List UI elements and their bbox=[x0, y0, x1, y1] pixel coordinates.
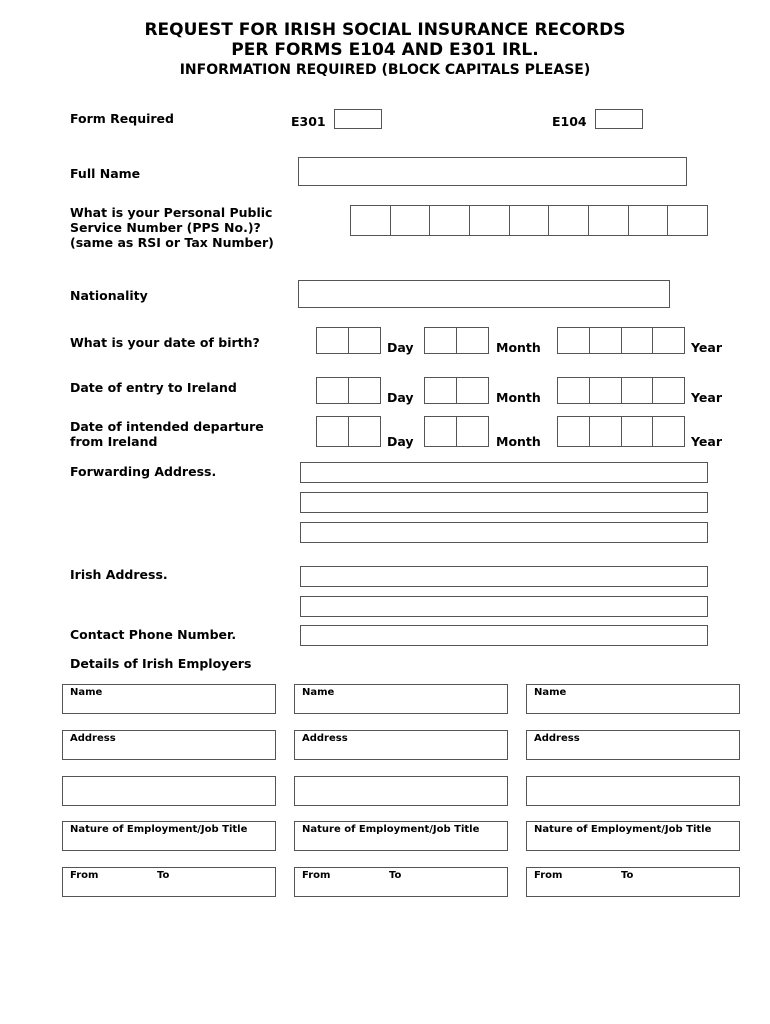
entry-day-field[interactable] bbox=[316, 377, 381, 404]
employer2-name-field[interactable] bbox=[294, 684, 508, 714]
employer1-nature-field[interactable] bbox=[62, 821, 276, 851]
departure-month-field[interactable] bbox=[424, 416, 489, 447]
departure-year-label: Year bbox=[691, 434, 722, 449]
phone-label: Contact Phone Number. bbox=[70, 627, 237, 642]
employer1-address-field[interactable] bbox=[62, 730, 276, 760]
irish-address-line1[interactable] bbox=[300, 566, 708, 587]
pps-cell[interactable] bbox=[549, 206, 589, 235]
e104-label: E104 bbox=[552, 114, 587, 129]
e301-checkbox[interactable] bbox=[334, 109, 382, 129]
employer2-dates-field[interactable] bbox=[294, 867, 508, 897]
forwarding-address-line2[interactable] bbox=[300, 492, 708, 513]
employer1-dates-field[interactable] bbox=[62, 867, 276, 897]
pps-label-line2: Service Number (PPS No.)? bbox=[70, 220, 261, 235]
employer1-address-field-2[interactable] bbox=[62, 776, 276, 806]
phone-field[interactable] bbox=[300, 625, 708, 646]
pps-label-line1: What is your Personal Public bbox=[70, 205, 273, 220]
dob-year-label: Year bbox=[691, 340, 722, 355]
employer1-address-label: Address bbox=[70, 733, 116, 744]
employer3-name-label: Name bbox=[534, 687, 567, 698]
employer3-address-field-2[interactable] bbox=[526, 776, 740, 806]
nationality-label: Nationality bbox=[70, 288, 148, 303]
irish-address-line2[interactable] bbox=[300, 596, 708, 617]
full-name-label: Full Name bbox=[70, 166, 141, 181]
employer3-from-label: From bbox=[534, 870, 563, 881]
employer1-nature-label: Nature of Employment/Job Title bbox=[70, 824, 248, 835]
employer2-from-label: From bbox=[302, 870, 331, 881]
pps-cell[interactable] bbox=[391, 206, 431, 235]
departure-month-label: Month bbox=[496, 434, 541, 449]
pps-cell[interactable] bbox=[351, 206, 391, 235]
e301-label: E301 bbox=[291, 114, 326, 129]
irish-address-label: Irish Address. bbox=[70, 567, 168, 582]
pps-cell[interactable] bbox=[589, 206, 629, 235]
forwarding-address-line3[interactable] bbox=[300, 522, 708, 543]
entry-date-label: Date of entry to Ireland bbox=[70, 380, 237, 395]
employer3-dates-field[interactable] bbox=[526, 867, 740, 897]
entry-month-label: Month bbox=[496, 390, 541, 405]
employer2-address-field[interactable] bbox=[294, 730, 508, 760]
pps-cell[interactable] bbox=[668, 206, 707, 235]
employer3-to-label: To bbox=[621, 870, 634, 881]
employer3-nature-field[interactable] bbox=[526, 821, 740, 851]
employer1-name-label: Name bbox=[70, 687, 103, 698]
employer1-from-label: From bbox=[70, 870, 99, 881]
pps-cell[interactable] bbox=[430, 206, 470, 235]
pps-cell[interactable] bbox=[510, 206, 550, 235]
dob-day-label: Day bbox=[387, 340, 414, 355]
employers-heading: Details of Irish Employers bbox=[70, 656, 252, 671]
dob-month-field[interactable] bbox=[424, 327, 489, 354]
dob-day-field[interactable] bbox=[316, 327, 381, 354]
employer2-to-label: To bbox=[389, 870, 402, 881]
full-name-field[interactable] bbox=[298, 157, 687, 186]
entry-year-field[interactable] bbox=[557, 377, 685, 404]
entry-day-label: Day bbox=[387, 390, 414, 405]
employer3-address-label: Address bbox=[534, 733, 580, 744]
employer2-address-field-2[interactable] bbox=[294, 776, 508, 806]
employer2-name-label: Name bbox=[302, 687, 335, 698]
nationality-field[interactable] bbox=[298, 280, 670, 308]
pps-cell[interactable] bbox=[629, 206, 669, 235]
departure-label-line2: from Ireland bbox=[70, 434, 158, 449]
departure-day-field[interactable] bbox=[316, 416, 381, 447]
employer2-nature-field[interactable] bbox=[294, 821, 508, 851]
pps-cell[interactable] bbox=[470, 206, 510, 235]
employer2-address-label: Address bbox=[302, 733, 348, 744]
pps-label-line3: (same as RSI or Tax Number) bbox=[70, 235, 274, 250]
departure-year-field[interactable] bbox=[557, 416, 685, 447]
employer2-nature-label: Nature of Employment/Job Title bbox=[302, 824, 480, 835]
forwarding-address-label: Forwarding Address. bbox=[70, 464, 217, 479]
employer3-address-field[interactable] bbox=[526, 730, 740, 760]
e104-checkbox[interactable] bbox=[595, 109, 643, 129]
departure-day-label: Day bbox=[387, 434, 414, 449]
employer1-name-field[interactable] bbox=[62, 684, 276, 714]
page-title-line2: PER FORMS E104 AND E301 IRL. bbox=[231, 40, 539, 60]
dob-month-label: Month bbox=[496, 340, 541, 355]
pps-number-field[interactable] bbox=[350, 205, 708, 236]
page-title-line1: REQUEST FOR IRISH SOCIAL INSURANCE RECORDS bbox=[144, 20, 626, 40]
employer3-nature-label: Nature of Employment/Job Title bbox=[534, 824, 712, 835]
employer3-name-field[interactable] bbox=[526, 684, 740, 714]
dob-year-field[interactable] bbox=[557, 327, 685, 354]
form-required-label: Form Required bbox=[70, 111, 174, 126]
forwarding-address-line1[interactable] bbox=[300, 462, 708, 483]
employer1-to-label: To bbox=[157, 870, 170, 881]
entry-year-label: Year bbox=[691, 390, 722, 405]
dob-label: What is your date of birth? bbox=[70, 335, 260, 350]
departure-label-line1: Date of intended departure bbox=[70, 419, 264, 434]
page-subtitle: INFORMATION REQUIRED (BLOCK CAPITALS PLEASE) bbox=[179, 62, 591, 78]
entry-month-field[interactable] bbox=[424, 377, 489, 404]
